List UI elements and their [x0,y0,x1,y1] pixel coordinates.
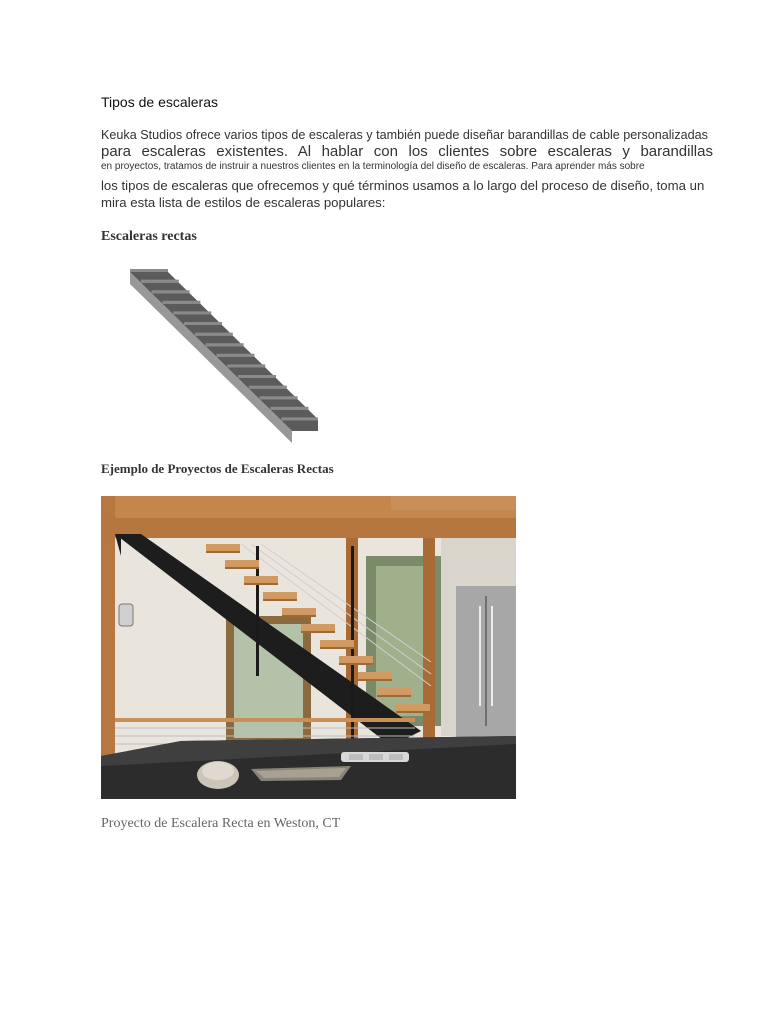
example-projects-heading: Ejemplo de Proyectos de Escaleras Rectas [101,461,334,476]
straight-staircase-icon [118,262,318,460]
intro-paragraph [101,127,713,211]
intro-line-3: en proyectos, tratamos de instruir a nuestros clientes en la terminología del diseño de escaleras. Para aprender más sobre [101,161,645,172]
staircase-photo [101,496,516,799]
section-heading-straight-stairs: Escaleras rectas [101,229,197,244]
intro-line-2: para escaleras existentes. Al hablar con los clientes sobre escaleras y barandillas [101,143,713,160]
photo-caption: Proyecto de Escalera Recta en Weston, CT [101,816,341,831]
document-title: Tipos de escaleras [101,94,218,110]
intro-line-1: Keuka Studios ofrece varios tipos de escaleras y también puede diseñar barandillas de cable personalizadas [101,128,708,142]
intro-line-4: los tipos de escaleras que ofrecemos y qué términos usamos a lo largo del proceso de diseño, toma un mira esta lista de estilos de escaleras populares: [101,178,705,210]
